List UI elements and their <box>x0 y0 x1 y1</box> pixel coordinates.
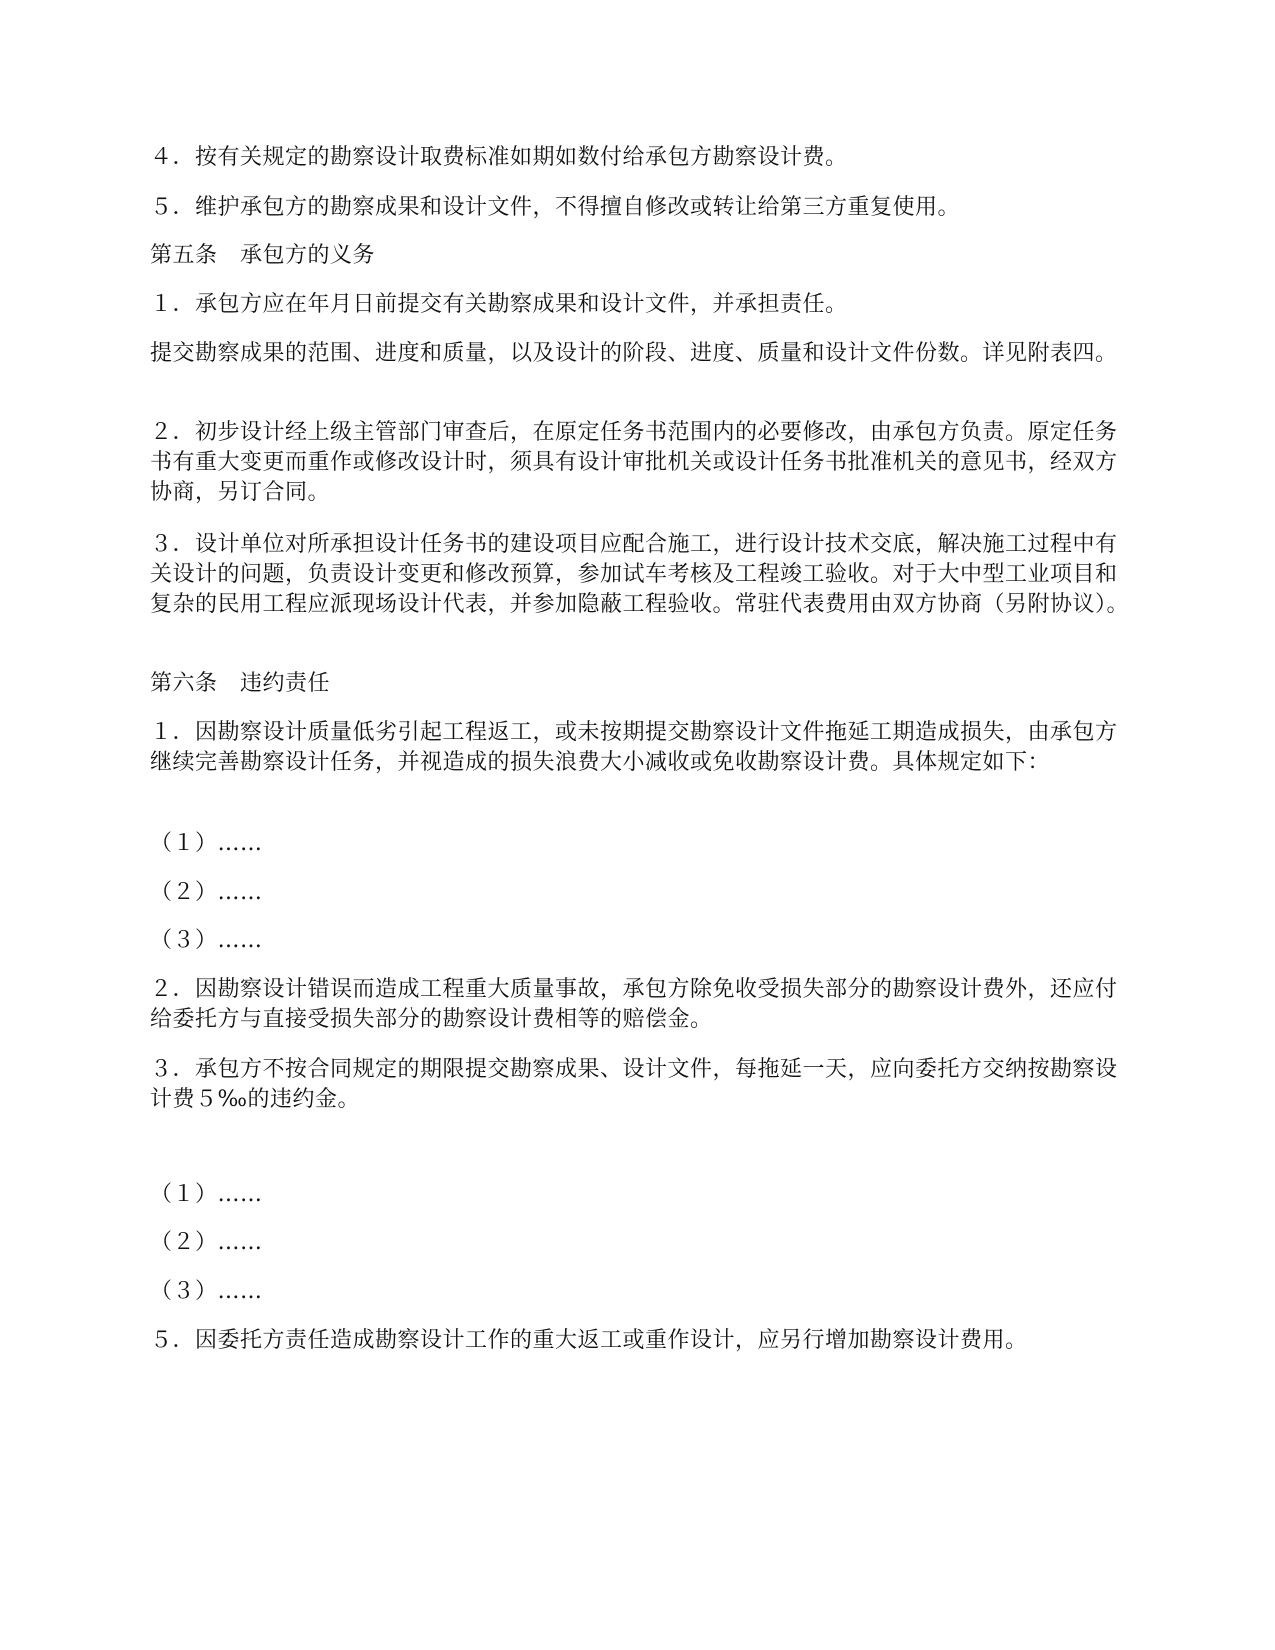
sub-item-2b: （２）…… <box>150 1230 263 1255</box>
sub-item-2: （２）…… <box>150 880 263 905</box>
paragraph-item-4: ４．按有关规定的勘察设计取费标准如期如数付给承包方勘察设计费。 <box>150 145 848 170</box>
paragraph-item-2: ２．初步设计经上级主管部门审查后，在原定任务书范围内的必要修改，由承包方负责。原定任务书有重大变更而重作或修改设计时，须具有设计审批机关或设计任务书批准机关的意见书，经双方协商，另订合同。 <box>150 420 1118 505</box>
sub-item-3b: （３）…… <box>150 1279 263 1304</box>
paragraph-penalty-1: １．因勘察设计质量低劣引起工程返工，或未按期提交勘察设计文件拖延工期造成损失，由承包方继续完善勘察设计任务，并视造成的损失浪费大小减收或免收勘察设计费。具体规定如下： <box>150 720 1118 775</box>
paragraph-penalty-2: ２．因勘察设计错误而造成工程重大质量事故，承包方除免收受损失部分的勘察设计费外，还应付给委托方与直接受损失部分的勘察设计费相等的赔偿金。 <box>150 977 1118 1032</box>
paragraph-penalty-5: ５．因委托方责任造成勘察设计工作的重大返工或重作设计，应另行增加勘察设计费用。 <box>150 1328 1028 1353</box>
sub-item-1b: （１）…… <box>150 1182 263 1207</box>
paragraph-item-3: ３．设计单位对所承担设计任务书的建设项目应配合施工，进行设计技术交底，解决施工过程中有关设计的问题，负责设计变更和修改预算，参加试车考核及工程竣工验收。对于大中型工业项目和复杂的民用工程应派现场设计代表，并参加隐蔽工程验收。常驻代表费用由双方协商（另附协议）。 <box>150 532 1130 617</box>
document-page <box>150 0 1130 1650</box>
paragraph-item-1: １．承包方应在年月日前提交有关勘察成果和设计文件，并承担责任。 <box>150 292 848 317</box>
section-heading-article-6: 第六条 违约责任 <box>150 671 331 696</box>
sub-item-3: （３）…… <box>150 928 263 953</box>
section-heading-article-5: 第五条 承包方的义务 <box>150 243 376 268</box>
paragraph-item-5: ５．维护承包方的勘察成果和设计文件，不得擅自修改或转让给第三方重复使用。 <box>150 195 961 220</box>
sub-item-1: （１）…… <box>150 831 263 856</box>
paragraph-penalty-3: ３．承包方不按合同规定的期限提交勘察成果、设计文件，每拖延一天，应向委托方交纳按勘察设计费５‰的违约金。 <box>150 1057 1118 1112</box>
paragraph-scope: 提交勘察成果的范围、进度和质量，以及设计的阶段、进度、质量和设计文件份数。详见附表四。 <box>150 341 1118 366</box>
